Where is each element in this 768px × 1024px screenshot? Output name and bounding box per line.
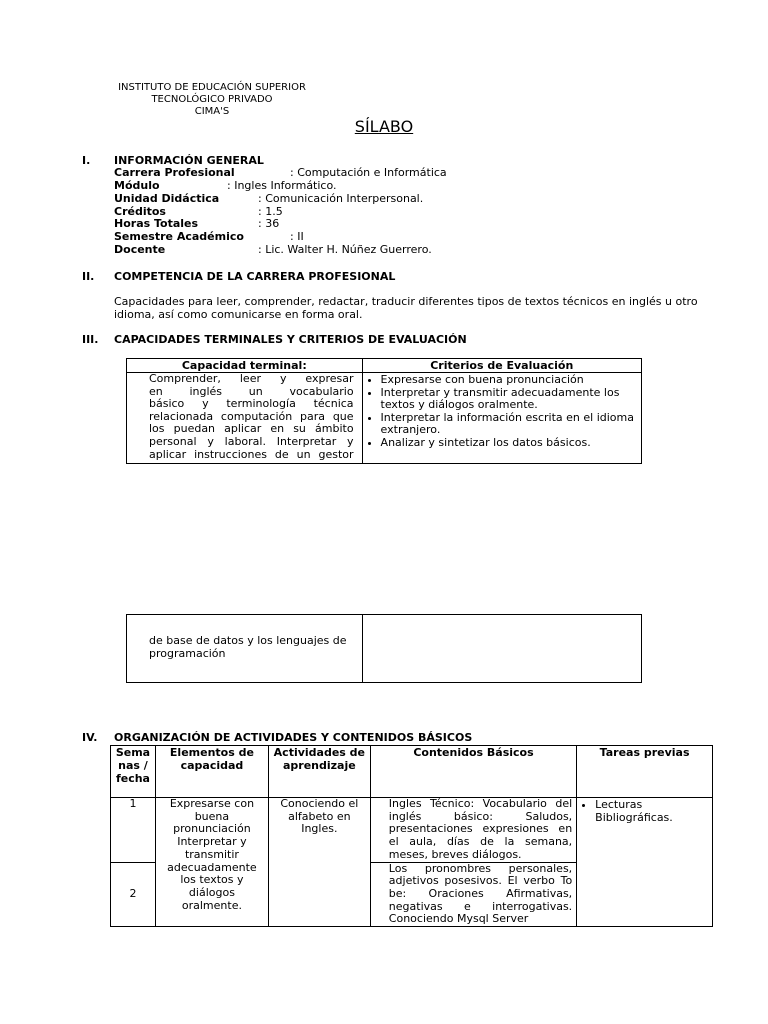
header-elements: Elementos de capacidad [155, 746, 268, 798]
info-value-hours: : 36 [258, 217, 280, 230]
criteria-item: • Interpretar la información escrita en el idioma extranjero. [381, 412, 635, 437]
header-activities: Actividades de aprendizaje [268, 746, 370, 798]
section-2-number: II. [82, 270, 95, 283]
institute-line-3: CIMA'S [194, 106, 230, 117]
info-value-semester: : II [290, 230, 304, 243]
capacity-line: básico y terminología técnica [149, 397, 354, 411]
criteria-cell [362, 373, 641, 464]
capacity-continued-line-1: de base de datos y los lenguajes de [149, 634, 347, 647]
capacity-line: en inglés un vocabulario [149, 384, 354, 398]
info-value-career: : Computación e Informática [290, 166, 447, 179]
criteria-continued-cell [362, 615, 641, 683]
tasks-cell [577, 798, 713, 927]
capacity-line: relacionada computación para que [149, 409, 354, 423]
section-4-title: ORGANIZACIÓN DE ACTIVIDADES Y CONTENIDOS BÁSICOS [114, 731, 473, 744]
section-3-number: III. [82, 333, 99, 346]
section-1-title: INFORMACIÓN GENERAL [114, 154, 264, 167]
competence-text-line-1: Capacidades para leer, comprender, redactar, traducir diferentes tipos de textos técnicos en inglés u otro [114, 295, 698, 308]
tasks-list [581, 799, 708, 824]
info-value-unit: : Comunicación Interpersonal. [258, 192, 424, 205]
section-1-number: I. [82, 154, 91, 167]
section-3-title: CAPACIDADES TERMINALES Y CRITERIOS DE EVALUACIÓN [114, 333, 467, 346]
week-1-cell: 1 [111, 798, 156, 863]
capacity-line: los puedan aplicar en su ámbito [149, 422, 354, 436]
page-title: SÍLABO [354, 117, 414, 136]
section-4-number: IV. [82, 731, 98, 744]
activities-cell: Conociendo el alfabeto en Ingles. [268, 798, 370, 927]
criteria-list [367, 374, 635, 450]
criteria-item: • Expresarse con buena pronunciación [381, 374, 635, 387]
week-2-cell: 2 [111, 862, 156, 927]
capacities-table-continued [126, 614, 642, 683]
capacity-continued-line-2: programación [149, 647, 226, 660]
activities-table [110, 745, 713, 927]
capacity-continued-cell [127, 615, 363, 683]
criteria-item: • Analizar y sintetizar los datos básicos. [381, 437, 635, 450]
capacities-table [126, 358, 642, 464]
institute-line-1: INSTITUTO DE EDUCACIÓN SUPERIOR [118, 82, 306, 93]
info-label-credits: Créditos [114, 205, 166, 218]
info-label-semester: Semestre Académico [114, 230, 244, 243]
info-label-unit: Unidad Didáctica [114, 192, 220, 205]
header-tasks: Tareas previas [577, 746, 713, 798]
elements-cell: Expresarse con buena pronunciación Interpretar y transmitir adecuadamente los textos y diálogos oralmente. [155, 798, 268, 927]
info-label-hours: Horas Totales [114, 217, 199, 230]
capacity-line: personal y laboral. Interpretar y [149, 434, 354, 448]
header-weeks: Sema nas / fecha [111, 746, 156, 798]
info-value-module: : Ingles Informático. [227, 179, 337, 192]
capacity-cell [127, 373, 363, 464]
capacity-header: Capacidad terminal: [127, 359, 363, 373]
info-label-career: Carrera Profesional [114, 166, 235, 179]
contents-week-2: Los pronombres personales, adjetivos posesivos. El verbo To be: Oraciones Afirmativas, negativas e interrogativas. Conociendo Mysql Server [370, 862, 576, 927]
info-label-module: Módulo [114, 179, 160, 192]
capacity-line: Comprender, leer y expresar [149, 372, 354, 385]
criteria-item: • Interpretar y transmitir adecuadamente los textos y diálogos oralmente. [381, 387, 635, 412]
section-2-title: COMPETENCIA DE LA CARRERA PROFESIONAL [114, 270, 396, 283]
contents-week-1: Ingles Técnico: Vocabulario del inglés básico: Saludos, presentaciones expresiones en el aula, días de la semana, meses, breves diálogos. [370, 798, 576, 863]
criteria-header: Criterios de Evaluación [362, 359, 641, 373]
competence-text-line-2: idioma, así como comunicarse en forma oral. [114, 308, 363, 321]
info-value-credits: : 1.5 [258, 205, 283, 218]
info-label-teacher: Docente [114, 243, 166, 256]
capacity-line: aplicar instrucciones de un gestor [149, 447, 354, 461]
header-contents: Contenidos Básicos [370, 746, 576, 798]
info-value-teacher: : Lic. Walter H. Núñez Guerrero. [258, 243, 432, 256]
institute-line-2: TECNOLÓGICO PRIVADO [151, 94, 273, 105]
task-item: • Lecturas Bibliográficas. [595, 799, 708, 824]
